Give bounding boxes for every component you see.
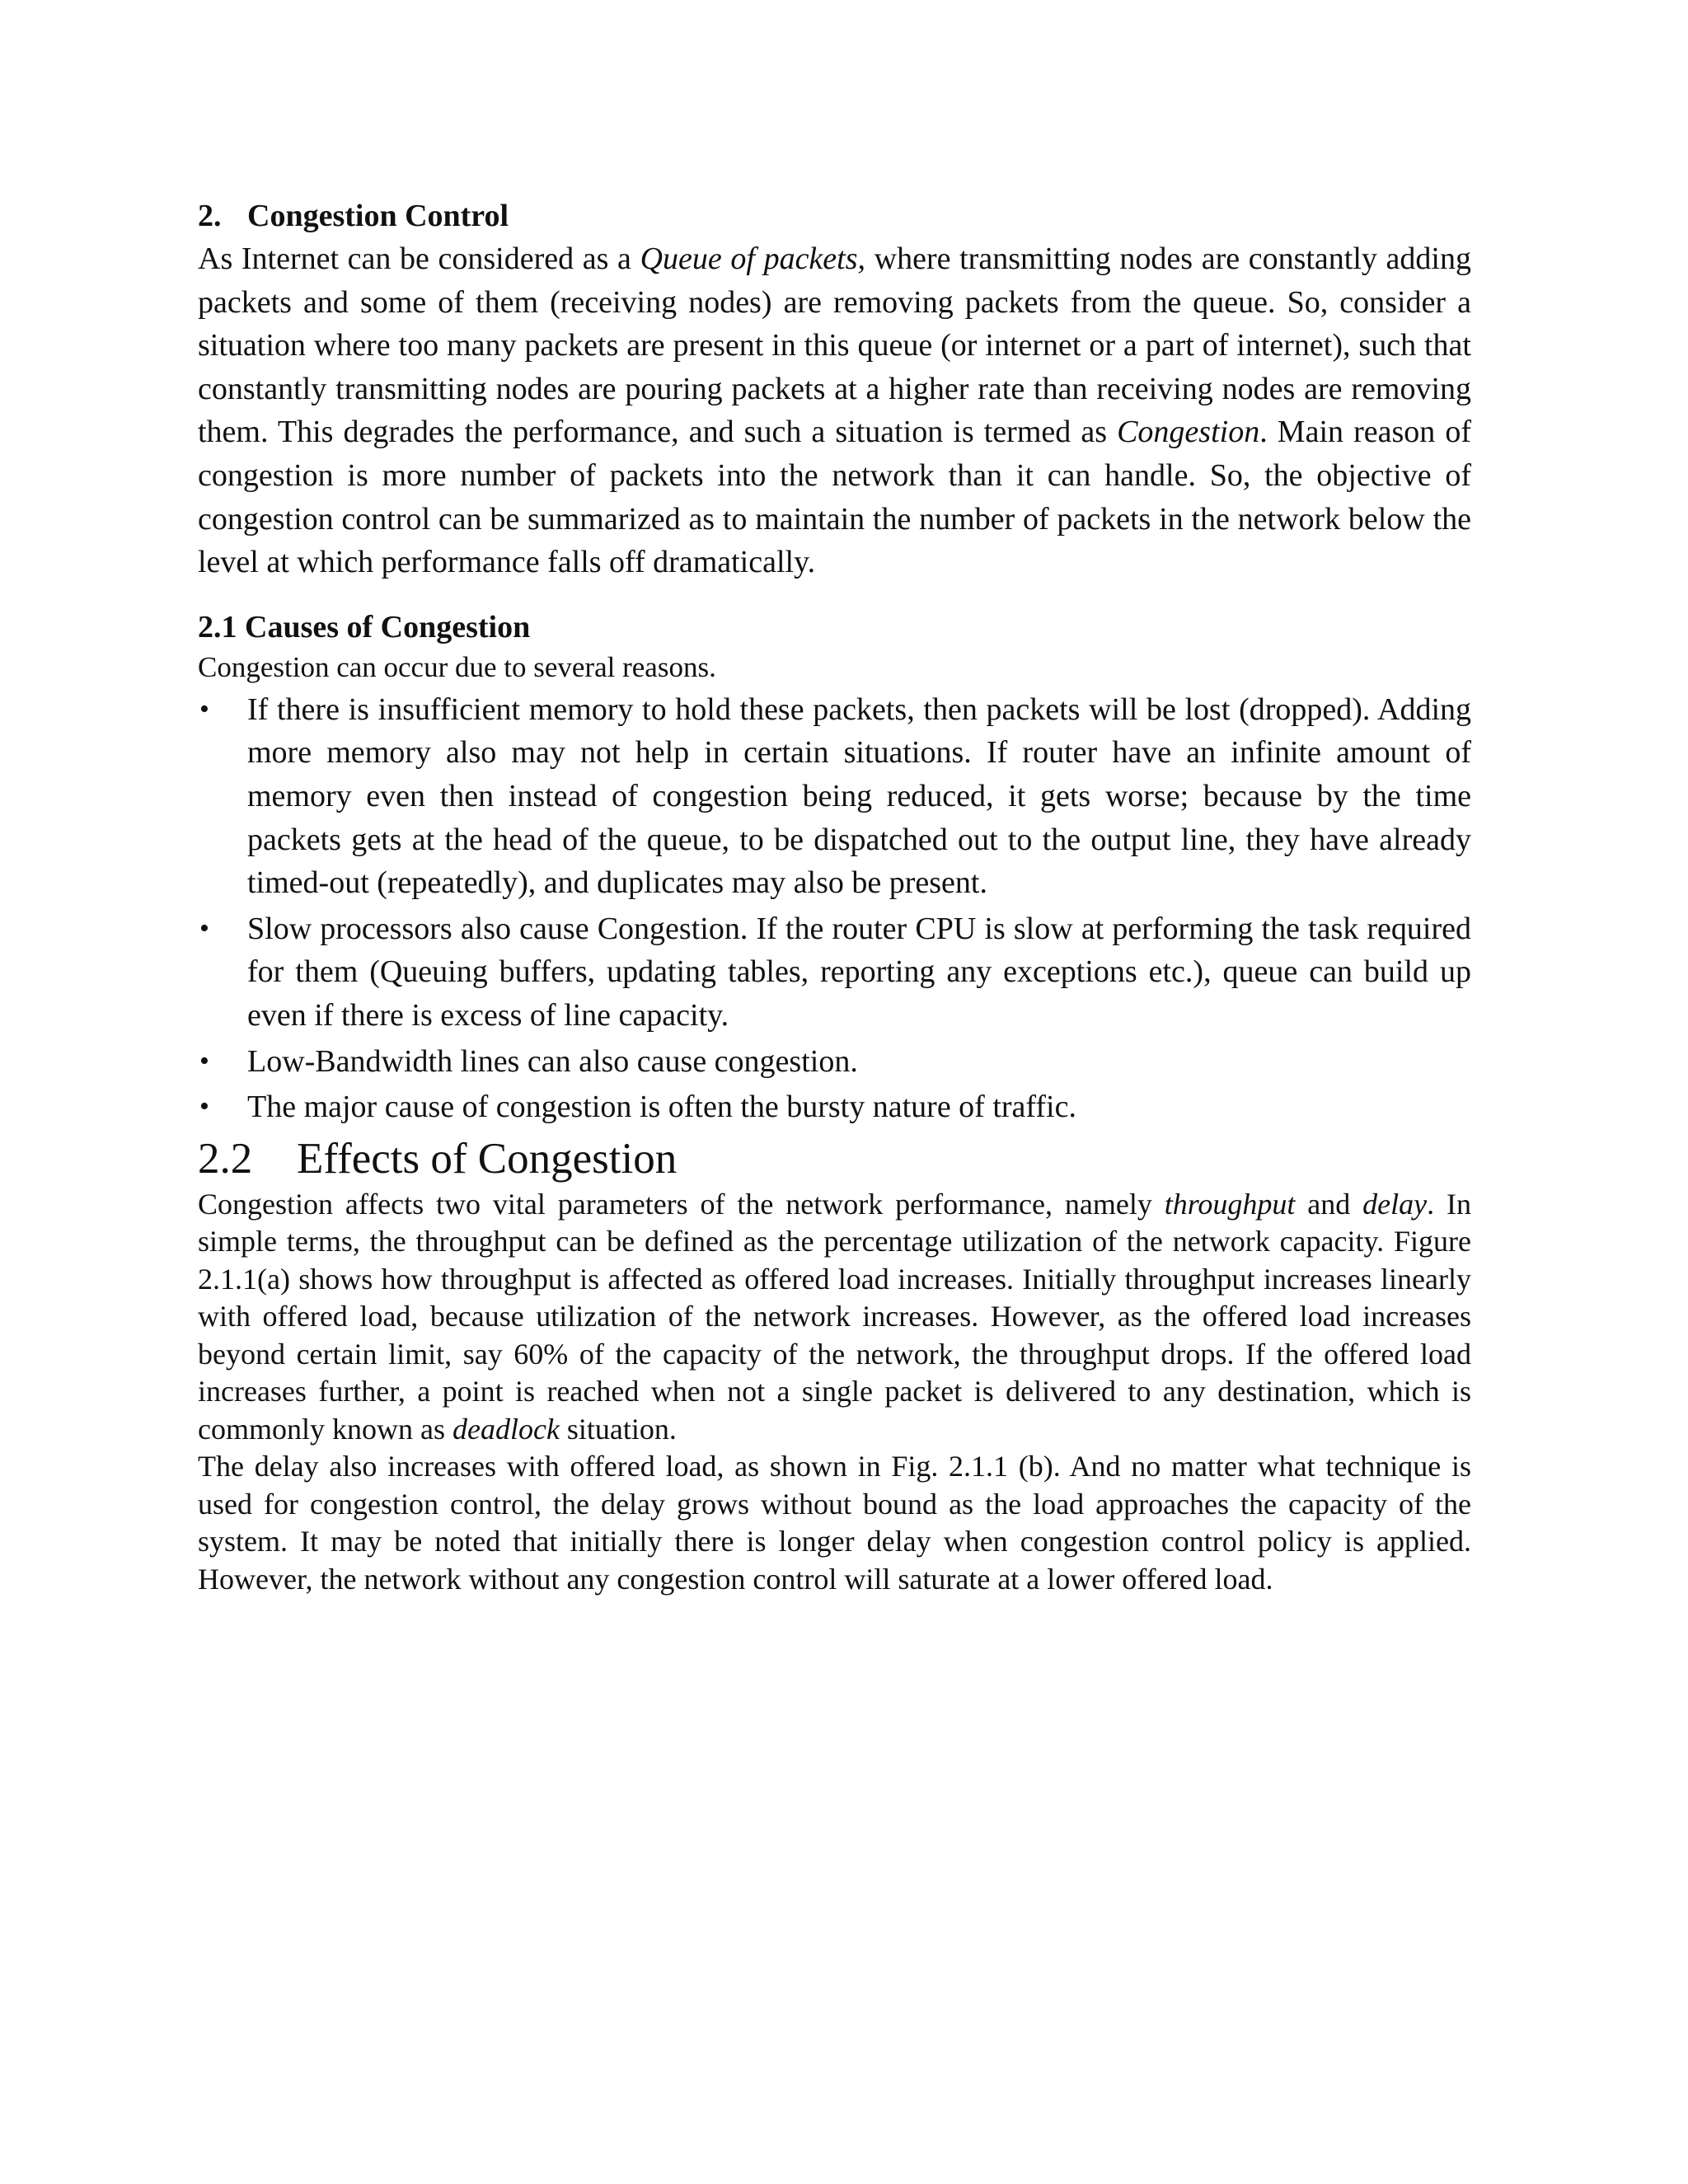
emphasis-queue-of-packets: Queue of packets, — [640, 241, 866, 276]
bullet-icon: • — [199, 1091, 209, 1122]
bullet-icon: • — [199, 1045, 209, 1076]
text-run: Congestion affects two vital parameters of the network performance, namely — [198, 1187, 1165, 1221]
section-2-title: Congestion Control — [247, 199, 509, 233]
text-run: situation. — [559, 1412, 677, 1446]
section-2-2-title: Effects of Congestion — [297, 1134, 678, 1183]
section-2-paragraph — [198, 237, 1471, 584]
text-run: where transmitting nodes are constantly adding packets and some of them (receiving nodes) are removing packets from the queue. So, consider a situation where too many packets are present in this queue (or internet or a part of internet), such that constantly transmitting nodes are pouring packets at a higher rate than receiving nodes are removing them. This degrades the performance, and such a situation is termed as — [198, 241, 1471, 450]
list-item — [198, 688, 1471, 905]
list-item-text: Slow processors also cause Congestion. If the router CPU is slow at performing the task required for them (Queuing buffers, updating tables, reporting any exceptions etc.), queue can build up even if there is excess of line capacity. — [247, 911, 1471, 1033]
emphasis-throughput: throughput — [1164, 1187, 1296, 1221]
list-item — [198, 1040, 1471, 1084]
document-page — [198, 194, 1471, 1598]
bullet-icon: • — [199, 912, 209, 944]
section-2-2-heading — [198, 1132, 1471, 1186]
list-item-text: The major cause of congestion is often the bursty nature of traffic. — [247, 1090, 1076, 1125]
bullet-icon: • — [199, 693, 209, 724]
causes-list — [198, 688, 1471, 1129]
emphasis-congestion: Congestion — [1117, 415, 1260, 450]
section-2-1-intro: Congestion can occur due to several reasons. — [198, 650, 716, 683]
list-item-text: If there is insufficient memory to hold these packets, then packets will be lost (dropped). Adding more memory also may not help in certain situations. If router have an infinite amount of memory even then instead of congestion being reduced, it gets worse; because by the time packets gets at the head of the queue, to be dispatched out to the output line, they have already timed-out (repeatedly), and duplicates may also be present. — [247, 691, 1471, 901]
section-2-heading — [198, 194, 1471, 237]
section-2-2-paragraph-2: The delay also increases with offered load, as shown in Fig. 2.1.1 (b). And no matter what technique is used for congestion control, the delay grows without bound as the load approaches the capacity of the system. It may be noted that initially there is longer delay when congestion control policy is applied. However, the network without any congestion control will saturate at a lower offered load. — [198, 1450, 1471, 1596]
list-item-text: Low-Bandwidth lines can also cause congestion. — [247, 1043, 858, 1079]
text-run: As Internet can be considered as a — [198, 241, 640, 276]
section-2-2-paragraph-1 — [198, 1186, 1471, 1449]
emphasis-deadlock: deadlock — [452, 1412, 560, 1446]
text-run: . Main reason of congestion is more number of packets into the network than it can handle. So, the objective of congestion control can be summarized as to maintain the number of packets in the network below the level at which performance falls off dramatically. — [198, 415, 1471, 580]
section-2-number: 2. — [198, 199, 222, 233]
emphasis-delay: delay — [1362, 1187, 1428, 1221]
section-2-1-heading: 2.1 Causes of Congestion — [198, 609, 531, 644]
list-item — [198, 907, 1471, 1038]
text-run: and — [1295, 1187, 1363, 1221]
section-2-2-number: 2.2 — [198, 1134, 253, 1183]
text-run: . In simple terms, the throughput can be defined as the percentage utilization of the network capacity. Figure 2.1.1(a) shows how throughput is affected as offered load increases. Initially throughput increases linearly with offered load, because utilization of the network increases. However, as the offered load increases beyond certain limit, say 60% of the capacity of the network, the throughput drops. If the offered load increases further, a point is reached when not a single packet is delivered to any destination, which is commonly known as — [198, 1187, 1471, 1446]
list-item — [198, 1085, 1471, 1129]
